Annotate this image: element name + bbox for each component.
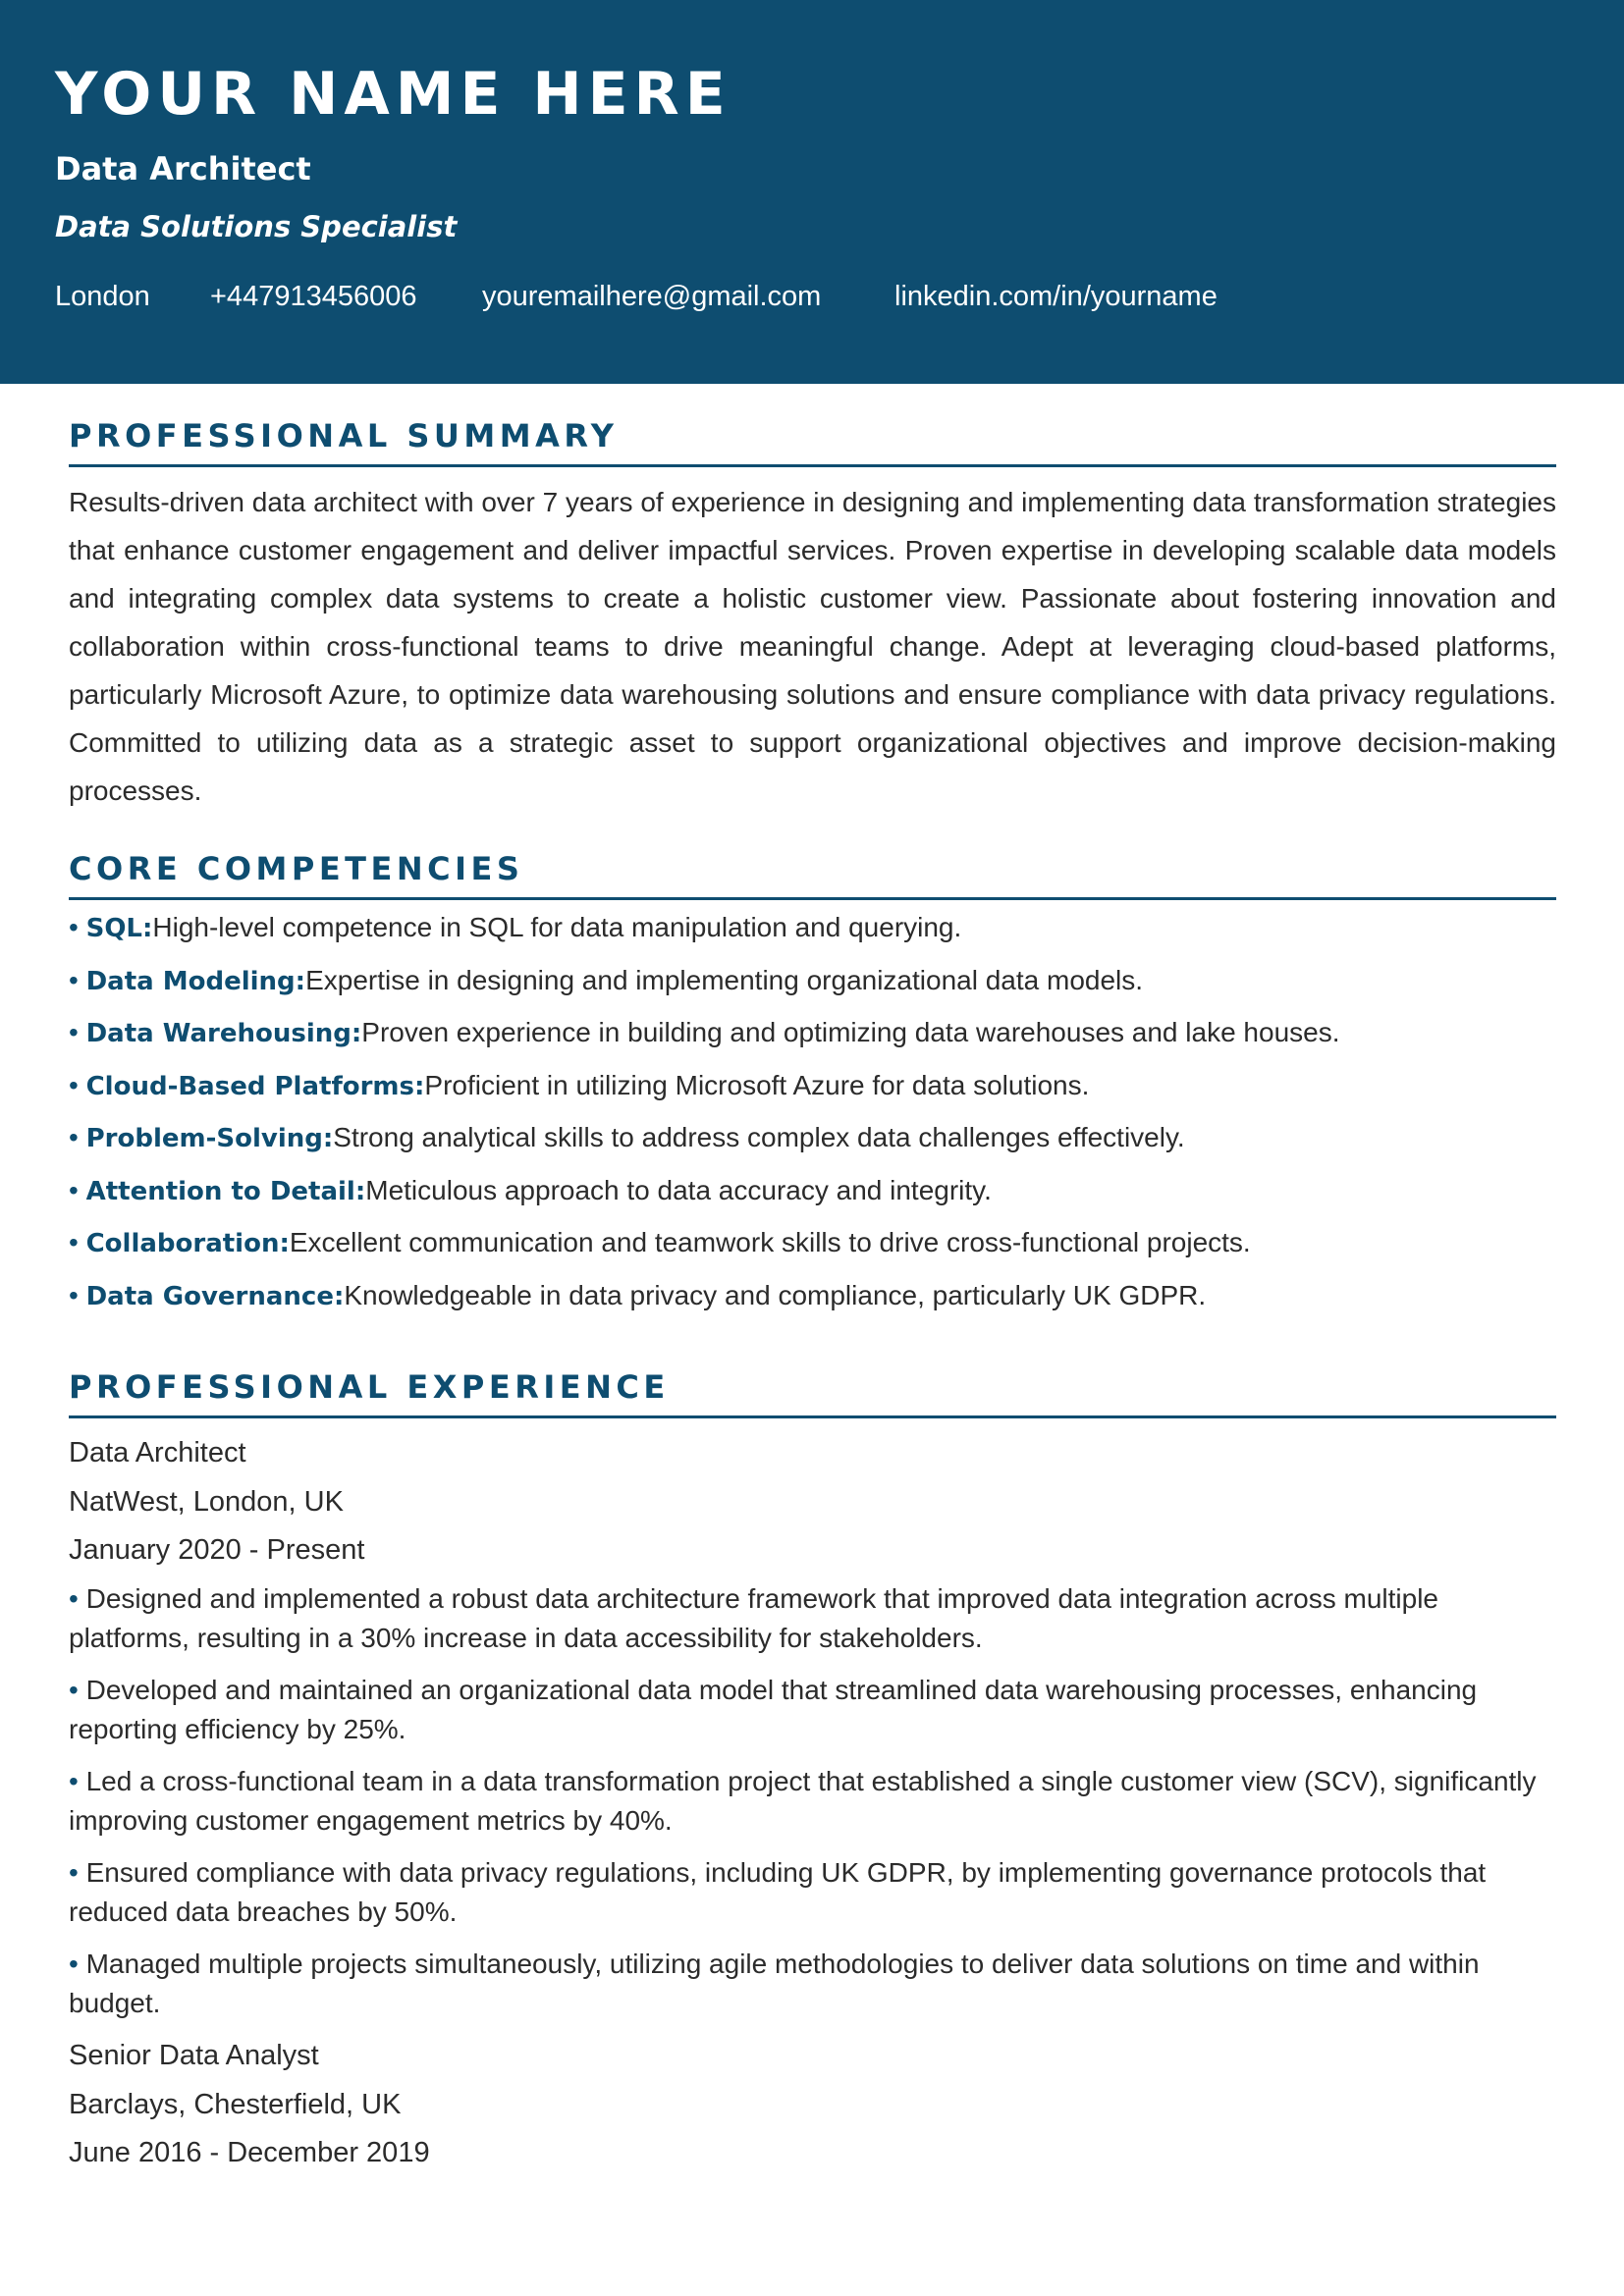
list-item — [69, 1671, 1556, 1749]
bullet-glyph: • — [69, 1583, 79, 1614]
job-company: NatWest, London, UK — [69, 1486, 344, 1518]
competencies-heading: CORE COMPETENCIES — [69, 850, 524, 887]
summary-heading: PROFESSIONAL SUMMARY — [69, 417, 619, 454]
list-item — [69, 1278, 1556, 1331]
job-role: Data Architect — [69, 1437, 246, 1468]
list-item — [69, 1762, 1556, 1841]
job-dates: June 2016 - December 2019 — [69, 2137, 430, 2168]
competency-label: Attention to Detail: — [85, 1176, 366, 1206]
bullet-glyph: • — [69, 912, 79, 942]
bullet-glyph: • — [69, 1174, 79, 1205]
competency-text: Proficient in utilizing Microsoft Azure for data solutions. — [424, 1069, 1090, 1100]
list-item — [69, 1853, 1556, 1932]
job-dates: January 2020 - Present — [69, 1534, 365, 1566]
bullet-glyph: • — [69, 1017, 79, 1047]
job-subtitle: Data Solutions Specialist — [55, 210, 458, 243]
job-bullet-text: Developed and maintained an organizational data model that streamlined data warehousing processes, enhancing reporting efficiency by 25%. — [69, 1675, 1478, 1744]
bullet-glyph: • — [69, 1766, 79, 1796]
summary-text: Results-driven data architect with over 7 years of experience in designing and implementing data transformation strategies that enhance customer engagement and deliver impactful services. Proven expertise in developing scalable data models and integrating complex data systems to create a holistic customer view. Passionate about fostering innovation and collaboration within cross-functional teams to drive meaningful change. Adept at leveraging cloud-based platforms, particularly Microsoft Azure, to optimize data warehousing solutions and ensure compliance with data privacy regulations. Committed to utilizing data as a strategic asset to support organizational objectives and improve decision-making processes. — [69, 487, 1556, 806]
resume-header — [0, 0, 1624, 384]
experience-heading: PROFESSIONAL EXPERIENCE — [69, 1368, 670, 1406]
job-company: Barclays, Chesterfield, UK — [69, 2089, 402, 2120]
contact-email[interactable]: youremailhere@gmail.com — [482, 281, 822, 312]
competency-text: Knowledgeable in data privacy and compliance, particularly UK GDPR. — [344, 1279, 1207, 1310]
list-item — [69, 1068, 1556, 1121]
bullet-glyph: • — [69, 1675, 79, 1705]
section-divider — [69, 897, 1556, 900]
competency-text: Strong analytical skills to address complex data challenges effectively. — [333, 1122, 1185, 1152]
list-item — [69, 1120, 1556, 1173]
bullet-glyph: • — [69, 1279, 79, 1310]
bullet-glyph: • — [69, 1949, 79, 1979]
section-divider — [69, 464, 1556, 467]
competency-text: Excellent communication and teamwork skills to drive cross-functional projects. — [289, 1227, 1251, 1257]
job-bullet-text: Designed and implemented a robust data architecture framework that improved data integration across multiple platforms, resulting in a 30% increase in data accessibility for stakeholders. — [69, 1583, 1438, 1653]
job-bullet-text: Led a cross-functional team in a data transformation project that established a single customer view (SCV), significantly improving customer engagement metrics by 40%. — [69, 1766, 1537, 1836]
bullet-glyph: • — [69, 1069, 79, 1100]
job-title: Data Architect — [55, 150, 311, 187]
bullet-glyph: • — [69, 1122, 79, 1152]
list-item — [69, 1015, 1556, 1068]
contact-phone: +447913456006 — [210, 281, 417, 312]
section-divider — [69, 1415, 1556, 1418]
list-item — [69, 1173, 1556, 1226]
competency-text: Meticulous approach to data accuracy and integrity. — [365, 1174, 992, 1205]
competency-text: High-level competence in SQL for data manipulation and querying. — [152, 912, 962, 942]
candidate-name: YOUR NAME HERE — [55, 60, 731, 129]
bullet-glyph: • — [69, 964, 79, 995]
list-item — [69, 910, 1556, 963]
competency-label: Problem-Solving: — [85, 1124, 334, 1153]
list-item — [69, 963, 1556, 1016]
competency-text: Expertise in designing and implementing organizational data models. — [305, 964, 1144, 995]
bullet-glyph: • — [69, 1857, 79, 1888]
competency-label: Collaboration: — [85, 1229, 290, 1258]
competency-label: Data Governance: — [85, 1281, 345, 1311]
competency-label: Cloud-Based Platforms: — [85, 1071, 425, 1101]
contact-linkedin[interactable]: linkedin.com/in/yourname — [894, 281, 1218, 312]
job-bullet-text: Managed multiple projects simultaneously, utilizing agile methodologies to deliver data solutions on time and within budget. — [69, 1949, 1480, 2018]
list-item — [69, 1579, 1556, 1658]
competency-label: Data Modeling: — [85, 966, 306, 996]
contact-location: London — [55, 281, 150, 312]
competency-text: Proven experience in building and optimizing data warehouses and lake houses. — [361, 1017, 1340, 1047]
job-bullet-text: Ensured compliance with data privacy regulations, including UK GDPR, by implementing governance protocols that reduced data breaches by 50%. — [69, 1857, 1487, 1927]
job-role: Senior Data Analyst — [69, 2040, 319, 2071]
list-item — [69, 1945, 1556, 2023]
bullet-glyph: • — [69, 1227, 79, 1257]
competency-label: Data Warehousing: — [85, 1019, 362, 1048]
list-item — [69, 1225, 1556, 1278]
competencies-list — [69, 910, 1556, 1330]
competency-label: SQL: — [85, 914, 153, 943]
